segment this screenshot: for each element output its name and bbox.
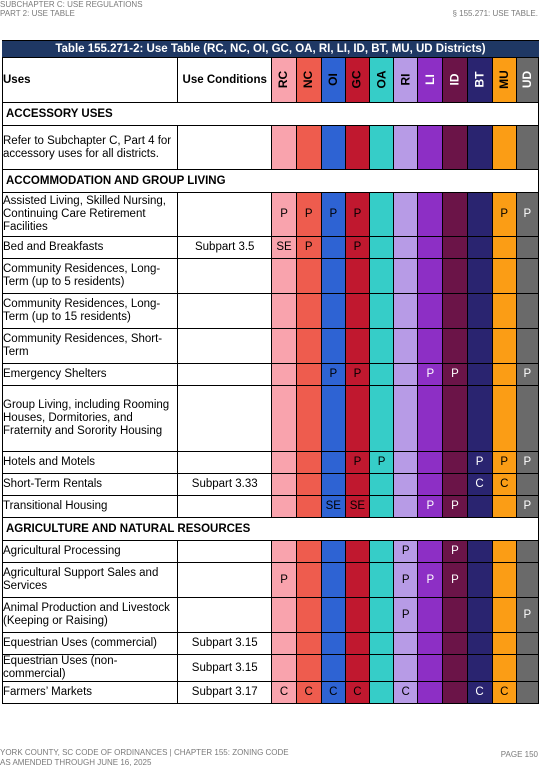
uses-column-header: Uses	[3, 58, 178, 103]
use-name: Agricultural Processing	[3, 541, 178, 563]
permission-cell-nc: C	[296, 682, 321, 704]
use-condition	[177, 329, 272, 364]
table-row	[3, 237, 539, 259]
section-label: ACCOMMODATION AND GROUP LIVING	[3, 170, 539, 193]
permission-cell-li	[418, 259, 443, 294]
permission-cell-bt	[467, 541, 492, 563]
permission-cell-mu	[492, 364, 516, 386]
permission-cell-ud	[516, 386, 538, 452]
permission-cell-ri	[394, 474, 418, 496]
permission-cell-bt: C	[467, 474, 492, 496]
permission-cell-nc	[296, 541, 321, 563]
permission-cell-bt	[467, 294, 492, 329]
permission-cell-oi	[321, 633, 345, 655]
permission-cell-mu	[492, 329, 516, 364]
permission-cell-li	[418, 329, 443, 364]
permission-cell-oi	[321, 294, 345, 329]
use-name: Transitional Housing	[3, 496, 178, 518]
permission-cell-ri: C	[394, 682, 418, 704]
use-name: Refer to Subchapter C, Part 4 for accessory uses for all districts.	[3, 126, 178, 170]
table-title: Table 155.271-2: Use Table (RC, NC, OI, GC, OA, RI, LI, ID, BT, MU, UD Districts)	[2, 40, 539, 57]
permission-cell-ud	[516, 474, 538, 496]
permission-cell-oa	[370, 496, 394, 518]
permission-cell-gc	[345, 563, 369, 598]
use-condition	[177, 598, 272, 633]
permission-cell-rc: C	[272, 682, 296, 704]
footer-code	[0, 748, 289, 768]
district-code: NC	[301, 70, 316, 89]
permission-cell-id	[443, 655, 467, 682]
district-code: ID	[447, 73, 462, 86]
footer-amended: AS AMENDED THROUGH JUNE 16, 2025	[0, 758, 152, 767]
use-condition	[177, 496, 272, 518]
permission-cell-mu: P	[492, 452, 516, 474]
page-number: PAGE 150	[500, 750, 538, 759]
permission-cell-oi: SE	[321, 496, 345, 518]
permission-cell-id: P	[443, 541, 467, 563]
permission-cell-nc	[296, 259, 321, 294]
permission-cell-li	[418, 682, 443, 704]
permission-cell-id	[443, 329, 467, 364]
permission-cell-oa	[370, 682, 394, 704]
permission-cell-rc	[272, 294, 296, 329]
table-row	[3, 598, 539, 633]
permission-cell-id	[443, 633, 467, 655]
permission-cell-oa	[370, 598, 394, 633]
use-condition: Subpart 3.15	[177, 655, 272, 682]
table-row	[3, 386, 539, 452]
district-code: OI	[325, 73, 340, 86]
district-header-li	[418, 58, 443, 103]
permission-cell-ud	[516, 329, 538, 364]
permission-cell-nc	[296, 598, 321, 633]
permission-cell-oa	[370, 655, 394, 682]
permission-cell-gc: P	[345, 237, 369, 259]
permission-cell-nc	[296, 294, 321, 329]
use-name: Group Living, including Rooming Houses, Dormitories, and Fraternity and Sorority Housing	[3, 386, 178, 452]
use-name: Short-Term Rentals	[3, 474, 178, 496]
permission-cell-ri	[394, 655, 418, 682]
table-row	[3, 259, 539, 294]
permission-cell-bt: C	[467, 682, 492, 704]
permission-cell-nc	[296, 655, 321, 682]
permission-cell-li: P	[418, 364, 443, 386]
district-code: OA	[374, 70, 389, 89]
section-header-row	[3, 170, 539, 193]
permission-cell-bt: P	[467, 452, 492, 474]
permission-cell-id	[443, 237, 467, 259]
permission-cell-oa	[370, 386, 394, 452]
permission-cell-ri	[394, 126, 418, 170]
permission-cell-oa	[370, 329, 394, 364]
permission-cell-oi	[321, 474, 345, 496]
permission-cell-nc	[296, 329, 321, 364]
permission-cell-oi: C	[321, 682, 345, 704]
permission-cell-oi	[321, 452, 345, 474]
use-condition	[177, 259, 272, 294]
permission-cell-ri	[394, 496, 418, 518]
permission-cell-bt	[467, 598, 492, 633]
district-header-mu	[492, 58, 516, 103]
header-section: § 155.271: USE TABLE.	[452, 9, 538, 18]
use-name: Animal Production and Livestock (Keeping or Raising)	[3, 598, 178, 633]
use-name: Assisted Living, Skilled Nursing, Continuing Care Retirement Facilities	[3, 193, 178, 237]
permission-cell-nc	[296, 364, 321, 386]
permission-cell-gc: P	[345, 193, 369, 237]
table-row	[3, 452, 539, 474]
table-row	[3, 496, 539, 518]
permission-cell-ud	[516, 633, 538, 655]
permission-cell-ri	[394, 633, 418, 655]
permission-cell-mu	[492, 655, 516, 682]
permission-cell-mu: C	[492, 682, 516, 704]
permission-cell-ud	[516, 541, 538, 563]
permission-cell-rc	[272, 496, 296, 518]
permission-cell-bt	[467, 386, 492, 452]
use-condition	[177, 193, 272, 237]
permission-cell-oa	[370, 541, 394, 563]
permission-cell-ri	[394, 452, 418, 474]
permission-cell-nc	[296, 496, 321, 518]
permission-cell-gc	[345, 294, 369, 329]
use-name: Equestrian Uses (non-commercial)	[3, 655, 178, 682]
permission-cell-ud: P	[516, 193, 538, 237]
use-condition	[177, 563, 272, 598]
permission-cell-nc	[296, 452, 321, 474]
permission-cell-ud	[516, 655, 538, 682]
permission-cell-rc: SE	[272, 237, 296, 259]
permission-cell-li	[418, 655, 443, 682]
permission-cell-gc	[345, 386, 369, 452]
permission-cell-rc	[272, 329, 296, 364]
district-header-bt	[467, 58, 492, 103]
permission-cell-mu: P	[492, 193, 516, 237]
permission-cell-oi	[321, 386, 345, 452]
permission-cell-oa	[370, 563, 394, 598]
permission-cell-oa	[370, 237, 394, 259]
header-chapter: SUBCHAPTER C: USE REGULATIONS	[0, 0, 143, 9]
use-condition	[177, 364, 272, 386]
district-header-oa	[370, 58, 394, 103]
permission-cell-ud	[516, 563, 538, 598]
district-code: BT	[472, 71, 487, 88]
district-code: MU	[496, 70, 511, 89]
footer-title: YORK COUNTY, SC CODE OF ORDINANCES | CHAPTER 155: ZONING CODE	[0, 748, 289, 757]
district-header-id	[443, 58, 467, 103]
table-row	[3, 541, 539, 563]
permission-cell-gc: P	[345, 452, 369, 474]
permission-cell-rc	[272, 126, 296, 170]
permission-cell-rc: P	[272, 193, 296, 237]
permission-cell-li	[418, 474, 443, 496]
permission-cell-oi	[321, 598, 345, 633]
permission-cell-ud	[516, 682, 538, 704]
permission-cell-rc	[272, 474, 296, 496]
permission-cell-ri	[394, 193, 418, 237]
permission-cell-gc	[345, 126, 369, 170]
permission-cell-id	[443, 682, 467, 704]
permission-cell-li	[418, 126, 443, 170]
permission-cell-gc	[345, 329, 369, 364]
use-name: Farmers’ Markets	[3, 682, 178, 704]
use-condition	[177, 294, 272, 329]
permission-cell-id	[443, 474, 467, 496]
permission-cell-mu	[492, 496, 516, 518]
permission-cell-ud	[516, 294, 538, 329]
permission-cell-rc	[272, 541, 296, 563]
permission-cell-ri: P	[394, 563, 418, 598]
permission-cell-bt	[467, 364, 492, 386]
permission-cell-rc	[272, 598, 296, 633]
permission-cell-ud	[516, 126, 538, 170]
district-header-rc	[272, 58, 296, 103]
table-row	[3, 126, 539, 170]
district-code: UD	[519, 70, 534, 89]
permission-cell-bt	[467, 655, 492, 682]
table-row	[3, 294, 539, 329]
permission-cell-nc	[296, 386, 321, 452]
table-row	[3, 474, 539, 496]
permission-cell-rc: P	[272, 563, 296, 598]
permission-cell-rc	[272, 655, 296, 682]
use-table	[2, 57, 539, 704]
section-header-row	[3, 103, 539, 126]
district-code: LI	[422, 74, 437, 85]
section-label: ACCESSORY USES	[3, 103, 539, 126]
permission-cell-id	[443, 126, 467, 170]
permission-cell-ri	[394, 294, 418, 329]
permission-cell-mu	[492, 633, 516, 655]
permission-cell-ri	[394, 364, 418, 386]
permission-cell-ud	[516, 259, 538, 294]
permission-cell-bt	[467, 193, 492, 237]
permission-cell-nc: P	[296, 193, 321, 237]
permission-cell-li	[418, 237, 443, 259]
use-name: Community Residences, Long-Term (up to 15 residents)	[3, 294, 178, 329]
permission-cell-bt	[467, 563, 492, 598]
permission-cell-bt	[467, 259, 492, 294]
permission-cell-gc	[345, 541, 369, 563]
table-row	[3, 682, 539, 704]
district-header-ri	[394, 58, 418, 103]
permission-cell-mu	[492, 237, 516, 259]
permission-cell-id: P	[443, 364, 467, 386]
permission-cell-gc: C	[345, 682, 369, 704]
permission-cell-gc	[345, 633, 369, 655]
permission-cell-gc	[345, 259, 369, 294]
district-header-gc	[345, 58, 369, 103]
permission-cell-rc	[272, 364, 296, 386]
permission-cell-nc	[296, 563, 321, 598]
permission-cell-oa	[370, 193, 394, 237]
permission-cell-rc	[272, 452, 296, 474]
permission-cell-oa: P	[370, 452, 394, 474]
use-condition: Subpart 3.33	[177, 474, 272, 496]
permission-cell-oi	[321, 126, 345, 170]
permission-cell-rc	[272, 259, 296, 294]
permission-cell-bt	[467, 126, 492, 170]
section-header-row	[3, 518, 539, 541]
table-row	[3, 563, 539, 598]
district-code: RC	[276, 70, 291, 89]
permission-cell-mu	[492, 386, 516, 452]
permission-cell-nc: P	[296, 237, 321, 259]
permission-cell-oa	[370, 126, 394, 170]
permission-cell-gc: P	[345, 364, 369, 386]
permission-cell-oa	[370, 259, 394, 294]
permission-cell-oi: P	[321, 193, 345, 237]
permission-cell-mu: C	[492, 474, 516, 496]
use-condition: Subpart 3.17	[177, 682, 272, 704]
permission-cell-nc	[296, 633, 321, 655]
permission-cell-bt	[467, 237, 492, 259]
permission-cell-id	[443, 452, 467, 474]
permission-cell-id: P	[443, 563, 467, 598]
permission-cell-bt	[467, 633, 492, 655]
permission-cell-oi	[321, 329, 345, 364]
permission-cell-oa	[370, 294, 394, 329]
permission-cell-oa	[370, 633, 394, 655]
permission-cell-ri	[394, 259, 418, 294]
district-header-nc	[296, 58, 321, 103]
permission-cell-gc	[345, 655, 369, 682]
use-condition	[177, 386, 272, 452]
permission-cell-bt	[467, 496, 492, 518]
table-row	[3, 364, 539, 386]
permission-cell-rc	[272, 386, 296, 452]
permission-cell-ri	[394, 386, 418, 452]
permission-cell-id	[443, 386, 467, 452]
permission-cell-rc	[272, 633, 296, 655]
table-row	[3, 633, 539, 655]
district-code: RI	[398, 73, 413, 86]
permission-cell-li	[418, 598, 443, 633]
permission-cell-oi	[321, 259, 345, 294]
permission-cell-oa	[370, 364, 394, 386]
use-name: Bed and Breakfasts	[3, 237, 178, 259]
table-row	[3, 329, 539, 364]
permission-cell-ri	[394, 237, 418, 259]
district-code: GC	[349, 70, 364, 89]
permission-cell-mu	[492, 294, 516, 329]
permission-cell-li	[418, 452, 443, 474]
permission-cell-ud: P	[516, 364, 538, 386]
permission-cell-mu	[492, 259, 516, 294]
permission-cell-mu	[492, 598, 516, 633]
use-name: Equestrian Uses (commercial)	[3, 633, 178, 655]
permission-cell-nc	[296, 474, 321, 496]
conditions-column-header: Use Conditions	[177, 58, 272, 103]
permission-cell-mu	[492, 126, 516, 170]
permission-cell-ri	[394, 329, 418, 364]
permission-cell-mu	[492, 541, 516, 563]
permission-cell-li	[418, 386, 443, 452]
table-row	[3, 655, 539, 682]
use-name: Community Residences, Short-Term	[3, 329, 178, 364]
permission-cell-ud	[516, 237, 538, 259]
use-name: Agricultural Support Sales and Services	[3, 563, 178, 598]
permission-cell-li	[418, 633, 443, 655]
district-header-oi	[321, 58, 345, 103]
permission-cell-oi	[321, 541, 345, 563]
permission-cell-oi	[321, 563, 345, 598]
permission-cell-id	[443, 598, 467, 633]
permission-cell-ud: P	[516, 496, 538, 518]
use-condition	[177, 452, 272, 474]
permission-cell-nc	[296, 126, 321, 170]
header-part: PART 2: USE TABLE	[0, 9, 75, 18]
permission-cell-id	[443, 259, 467, 294]
use-name: Hotels and Motels	[3, 452, 178, 474]
permission-cell-id	[443, 193, 467, 237]
permission-cell-bt	[467, 329, 492, 364]
district-header-ud	[516, 58, 538, 103]
permission-cell-oi: P	[321, 364, 345, 386]
use-condition	[177, 126, 272, 170]
permission-cell-mu	[492, 563, 516, 598]
use-name: Community Residences, Long-Term (up to 5 residents)	[3, 259, 178, 294]
permission-cell-li: P	[418, 563, 443, 598]
use-name: Emergency Shelters	[3, 364, 178, 386]
permission-cell-oa	[370, 474, 394, 496]
permission-cell-id: P	[443, 496, 467, 518]
permission-cell-li	[418, 541, 443, 563]
permission-cell-gc: SE	[345, 496, 369, 518]
permission-cell-id	[443, 294, 467, 329]
use-condition: Subpart 3.15	[177, 633, 272, 655]
permission-cell-gc	[345, 474, 369, 496]
permission-cell-li: P	[418, 496, 443, 518]
table-row	[3, 193, 539, 237]
permission-cell-ud: P	[516, 598, 538, 633]
permission-cell-oi	[321, 655, 345, 682]
section-label: AGRICULTURE AND NATURAL RESOURCES	[3, 518, 539, 541]
permission-cell-ri: P	[394, 541, 418, 563]
permission-cell-oi	[321, 237, 345, 259]
permission-cell-li	[418, 294, 443, 329]
permission-cell-gc	[345, 598, 369, 633]
use-condition	[177, 541, 272, 563]
permission-cell-ud: P	[516, 452, 538, 474]
permission-cell-li	[418, 193, 443, 237]
use-condition: Subpart 3.5	[177, 237, 272, 259]
permission-cell-ri: P	[394, 598, 418, 633]
